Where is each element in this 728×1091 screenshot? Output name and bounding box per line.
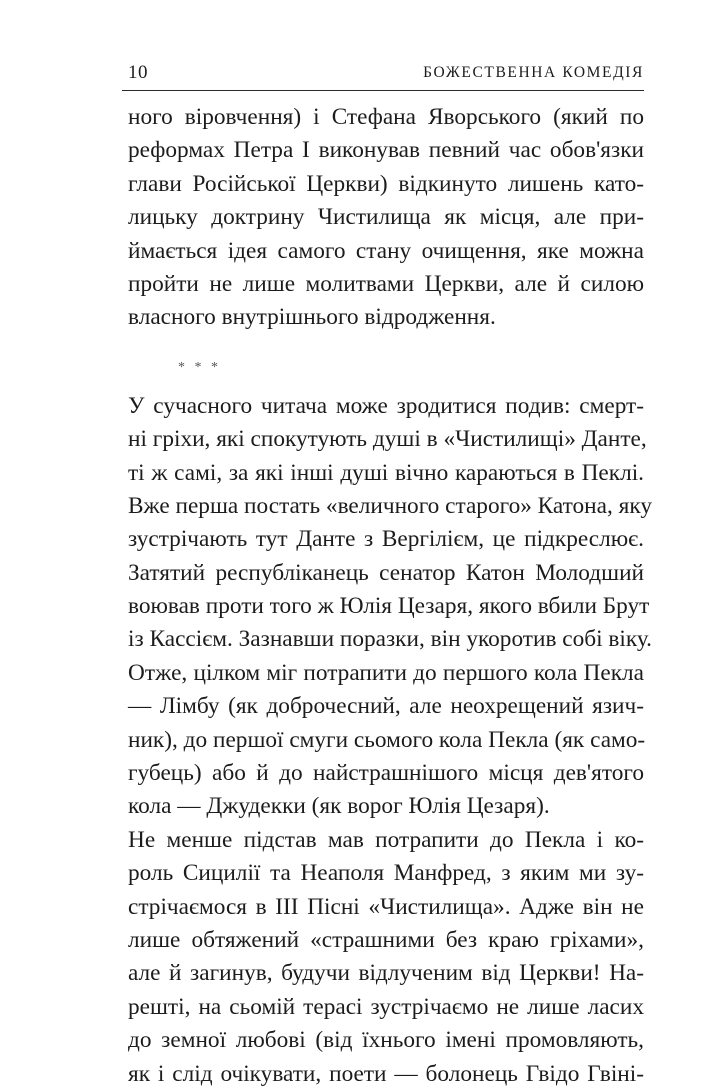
text-line: ні гріхи, які спокутують душі в «Чистилищі» Данте, xyxy=(128,426,647,453)
text-line: роль Сицилії та Неаполя Манфред, з яким ми зу- xyxy=(128,860,644,887)
text-line: ймається ідея самого стану очищення, яке можна xyxy=(128,237,644,264)
text-line: Вже перша постать «величного старого» Катона, яку xyxy=(128,492,652,519)
text-line: воював проти того ж Юлія Цезаря, якого вбили Брут xyxy=(128,593,650,620)
text-line: ті ж самі, за які інші душі вічно караються в Пеклі. xyxy=(128,459,644,486)
page-number: 10 xyxy=(128,62,148,83)
text-line: власного внутрішнього відродження. xyxy=(128,304,496,331)
paragraph-continuation xyxy=(128,101,644,335)
text-line: Не менше підстав мав потрапити до Пекла і ко- xyxy=(128,826,644,853)
text-line: як і слід очікувати, поети — болонець Гвідо Гвіні- xyxy=(128,1060,644,1087)
text-line: але й загинув, будучи відлученим від Церкви! На- xyxy=(128,960,644,987)
body-text xyxy=(128,101,653,1091)
text-line: У сучасного читача може зродитися подив: смерт- xyxy=(128,392,644,419)
paragraph xyxy=(128,824,644,1091)
running-title: БОЖЕСТВЕННА КОМЕДІЯ xyxy=(423,64,644,81)
text-line: Затятий республіканець сенатор Катон Молодший xyxy=(128,559,644,586)
page-header xyxy=(128,62,644,88)
text-line: Отже, цілком міг потрапити до першого кола Пекла xyxy=(128,659,644,686)
text-line: лише обтяжений «страшними без краю гріхами», xyxy=(128,926,644,953)
text-line: стрічаємося в III Пісні «Чистилища». Адже він не xyxy=(128,893,644,920)
text-line: із Кассієм. Зазнавши поразки, він укоротив собі віку. xyxy=(128,626,653,653)
text-line: решті, на сьомій терасі зустрічаємо не лише ласих xyxy=(128,993,644,1020)
text-line: зустрічають тут Данте з Вергілієм, це підкреслює. xyxy=(128,526,644,553)
section-separator: * * * xyxy=(178,359,221,375)
text-line: пройти не лише молитвами Церкви, але й силою xyxy=(128,270,644,297)
header-rule xyxy=(122,90,644,91)
text-line: реформах Петра І виконував певний час обов'язки xyxy=(128,137,644,164)
text-line: глави Російської Церкви) відкинуто лишень като- xyxy=(128,170,644,197)
text-line: ного віровчення) і Стефана Яворського (який по xyxy=(128,104,644,130)
text-line: ник), до першої смуги сьомого кола Пекла (як само- xyxy=(128,726,646,753)
text-line: — Лімбу (як доброчесний, але неохрещений язич- xyxy=(128,693,644,720)
text-line: кола — Джудекки (як ворог Юлія Цезаря). xyxy=(128,793,550,820)
text-line: до земної любові (від їхнього імені промовляють, xyxy=(128,1027,644,1054)
paragraph xyxy=(128,390,653,824)
text-line: лицьку доктрину Чистилища як місця, але при- xyxy=(128,204,644,231)
text-line: губець) або й до найстрашнішого місця дев'ятого xyxy=(128,760,644,787)
